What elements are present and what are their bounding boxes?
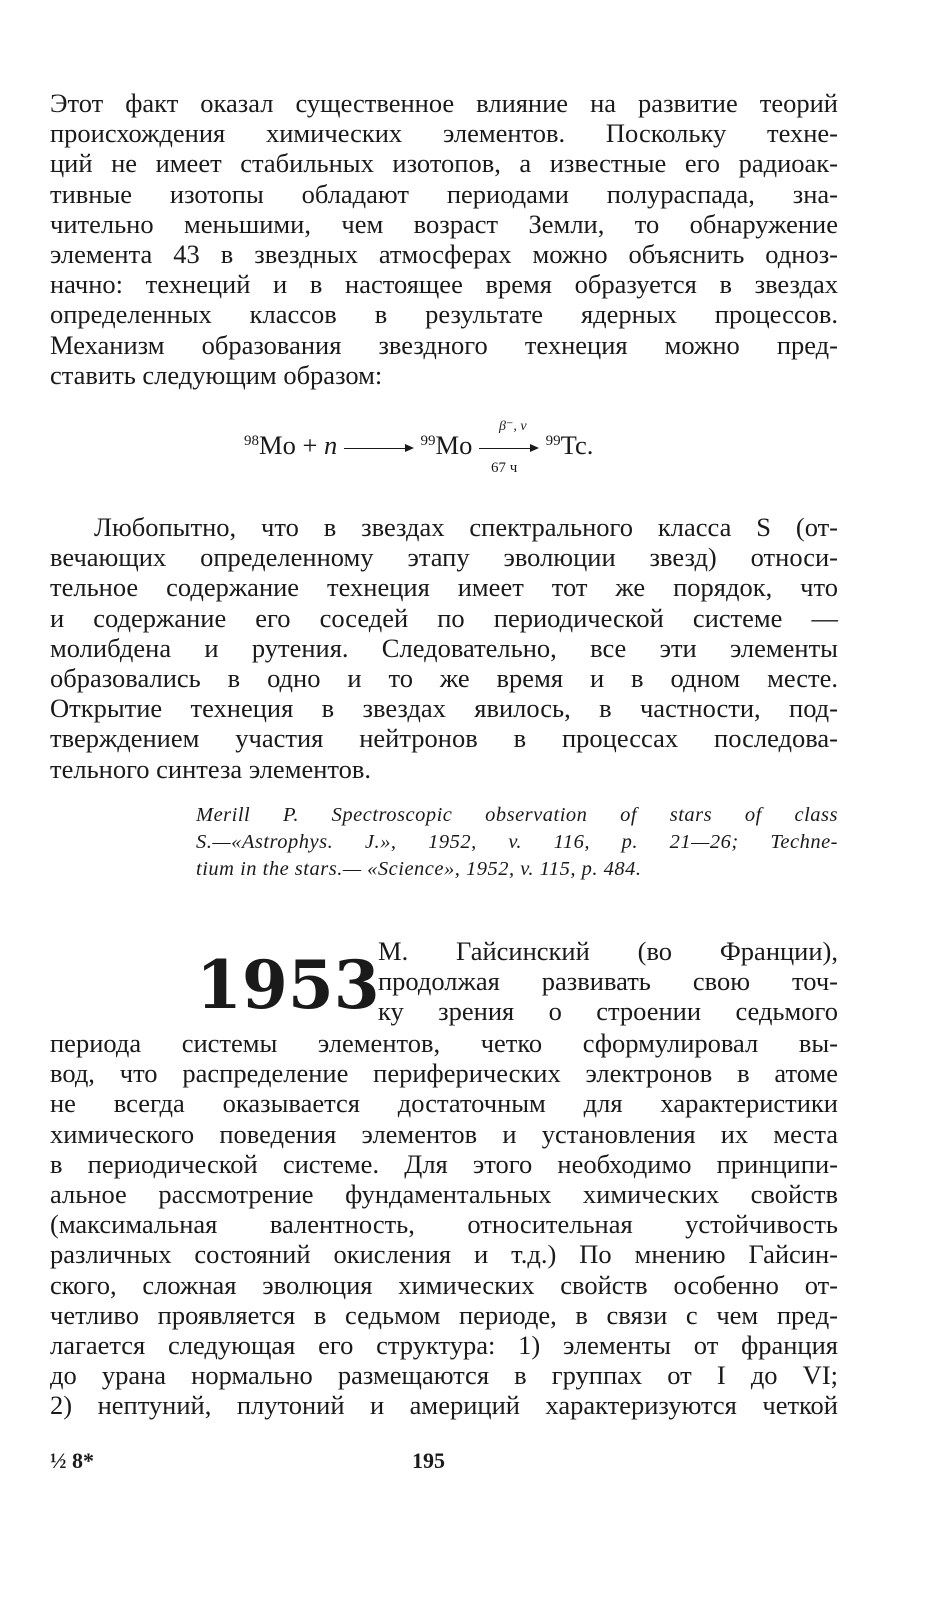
text-line: тивные изотопы обладают периодами полураспада, зна-	[50, 178, 838, 209]
text-line: Открытие технеция в звездах явилось, в частности, под-	[50, 693, 838, 724]
text-line: не всегда оказывается достаточным для характеристики	[50, 1088, 838, 1119]
text-line: четливо проявляется в седьмом периоде, в связи с чем пред-	[50, 1299, 838, 1330]
text-line: различных состояний окисления и т.д.) По мнению Гайсин-	[50, 1239, 838, 1270]
reference-line: S.—«Astrophys. J.», 1952, v. 116, p. 21—26; Techne-	[196, 831, 838, 853]
text-line: до урана нормально размещаются в группах от I до VI;	[50, 1360, 838, 1391]
text-line: лагается следующая его структура: 1) элементы от франция	[50, 1330, 838, 1361]
mass-number: 99	[545, 433, 561, 449]
element-symbol: Mo	[435, 430, 473, 460]
signature-mark: ½ 8*	[50, 1448, 94, 1473]
paragraph-class-s-stars	[50, 512, 838, 784]
text-line: образовались в одно и то же время и в одном месте.	[50, 663, 838, 694]
mass-number: 98	[244, 433, 259, 449]
year-heading: 1953	[196, 946, 380, 1024]
paragraph-technetium-origin	[50, 88, 838, 390]
reaction-arrow-icon	[344, 438, 414, 458]
element-symbol: Mo	[259, 430, 296, 460]
text-line: Этот факт оказал существенное влияние на развитие теорий	[50, 88, 838, 118]
neutron-symbol: n	[324, 430, 338, 460]
text-line: элемента 43 в звездных атмосферах можно объяснить одноз-	[50, 239, 838, 270]
text-line: Механизм образования звездного технеция можно пред-	[50, 329, 838, 360]
plus-sign: +	[302, 430, 318, 460]
text-line: молибдена и рутения. Следовательно, все эти элементы	[50, 632, 838, 663]
text-line: М. Гайсинский (во Франции),	[378, 936, 838, 966]
mass-number: 99	[420, 433, 436, 449]
reference-line: Merill P. Spectroscopic observation of stars of class	[196, 804, 838, 826]
text-line: начно: технеций и в настоящее время образуется в звездах	[50, 269, 838, 300]
text-line: (максимальная валентность, относительная устойчивость	[50, 1209, 838, 1240]
nuclear-reaction-formula	[244, 418, 594, 476]
half-life-label: 67 ч	[490, 459, 518, 476]
text-line: тверждением участия нейтронов в процессах последова-	[50, 723, 838, 754]
text-line: в периодической системе. Для этого необходимо принципи-	[50, 1148, 838, 1179]
text-line: продолжая развивать свою точ-	[378, 966, 838, 997]
bibliographic-reference	[196, 802, 838, 883]
text-line: вечающих определенному этапу эволюции звезд) относи-	[50, 542, 838, 573]
text-line: вод, что распределение периферических электронов в атоме	[50, 1058, 838, 1089]
element-symbol: Tc.	[560, 430, 594, 460]
text-line: и содержание его соседей по периодической системе —	[50, 602, 838, 633]
text-line: происхождения химических элементов. Поскольку техне-	[50, 118, 838, 149]
text-line: определенных классов в результате ядерных процессов.	[50, 299, 838, 330]
text-line: ку зрения о строении седьмого	[378, 996, 838, 1027]
text-line: ций не имеет стабильных изотопов, а известные его радиоак-	[50, 148, 838, 179]
page-number: 195	[412, 1448, 445, 1473]
text-line: альное рассмотрение фундаментальных химических свойств	[50, 1179, 838, 1210]
text-line: тельное содержание технеция имеет тот же порядок, что	[50, 572, 838, 603]
reference-line: tium in the stars.— «Science», 1952, v. 115, p. 484.	[196, 858, 642, 880]
text-line: периода системы элементов, четко сформулировал вы-	[50, 1028, 838, 1058]
decay-label: β⁻, ν	[498, 418, 527, 434]
paragraph-haissinsky-intro	[378, 936, 838, 1027]
text-line: 2) нептуний, плутоний и америций характеризуются четкой	[50, 1390, 838, 1421]
text-line: Любопытно, что в звездах спектрального класса S (от-	[94, 512, 838, 542]
text-line: ского, сложная эволюция химических свойств особенно от-	[50, 1269, 838, 1300]
paragraph-haissinsky	[50, 1028, 838, 1421]
text-line: тельного синтеза элементов.	[50, 753, 372, 784]
text-line: ставить следующим образом:	[50, 359, 383, 390]
text-line: чительно меньшими, чем возраст Земли, то обнаружение	[50, 208, 838, 239]
text-line: химического поведения элементов и установления их места	[50, 1118, 838, 1149]
decay-arrow-icon	[479, 418, 539, 476]
